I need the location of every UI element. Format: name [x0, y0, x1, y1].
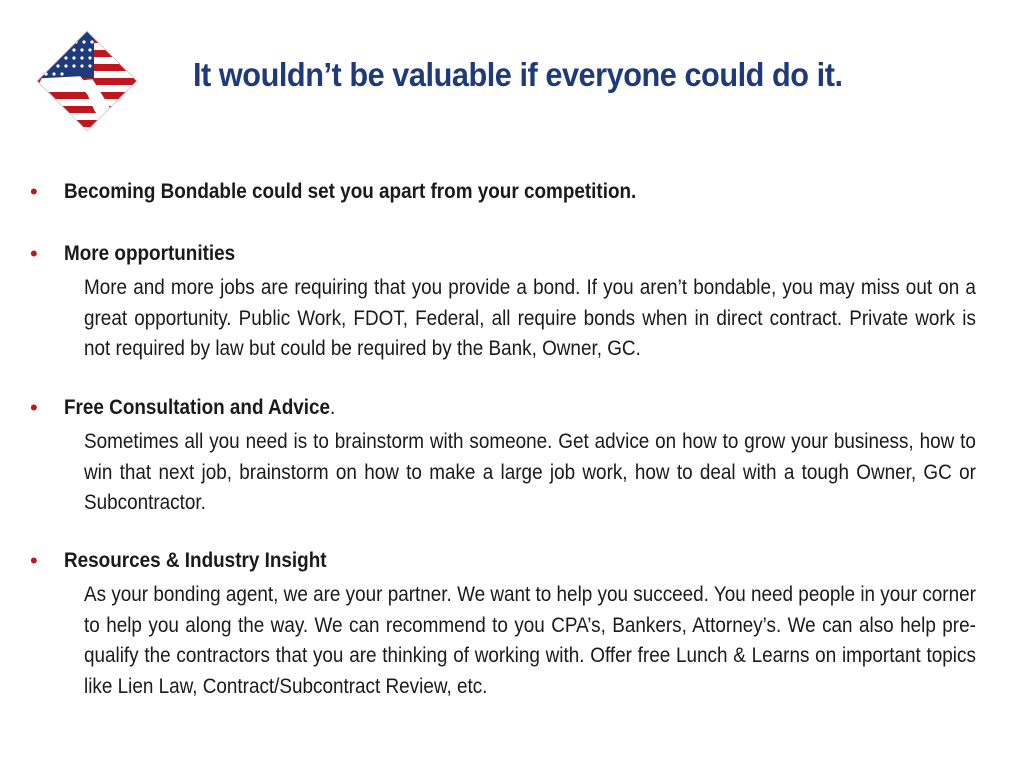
- bullet-heading: [64, 396, 335, 420]
- florida-flag-diamond-icon: [36, 30, 138, 132]
- slide-title: It wouldn’t be valuable if everyone could do it.: [193, 56, 843, 93]
- bullet-marker-icon: •: [30, 548, 38, 573]
- bullet-heading-text: Becoming Bondable could set you apart from your competition.: [64, 180, 637, 203]
- bullet-body: Sometimes all you need is to brainstorm with someone. Get advice on how to grow your business, how to win that next job, brainstorm on how to make a large job work, how to deal with a tough Owner, GC or Subcontractor.: [84, 430, 976, 514]
- bullet-heading-suffix: .: [330, 396, 336, 419]
- bullet-marker-icon: •: [30, 241, 38, 266]
- florida-flag-diamond-logo: [36, 30, 138, 132]
- bullet-body: More and more jobs are requiring that you provide a bond. If you aren’t bondable, you may miss out on a great opportunity. Public Work, FDOT, Federal, all require bonds when in direct contract. Private work is not required by law but could be required by the Bank, Owner, GC.: [84, 276, 976, 360]
- bullet-heading: [64, 180, 636, 204]
- bullet-marker-icon: •: [30, 395, 38, 420]
- bullet-heading-text: Free Consultation and Advice: [64, 396, 331, 419]
- bullet-heading: [64, 242, 235, 266]
- bullet-body: As your bonding agent, we are your partner. We want to help you succeed. You need people in your corner to help you along the way. We can recommend to you CPA’s, Bankers, Attorney’s. We can also help pre-qualify the contractors that you are thinking of working with. Offer free Lunch & Learns on important topics like Lien Law, Contract/Subcontract Review, etc.: [84, 583, 976, 698]
- bullet-heading-text: More opportunities: [64, 242, 236, 265]
- bullet-heading: [64, 549, 327, 573]
- bullet-heading-text: Resources & Industry Insight: [64, 549, 327, 572]
- bullet-marker-icon: •: [30, 179, 38, 204]
